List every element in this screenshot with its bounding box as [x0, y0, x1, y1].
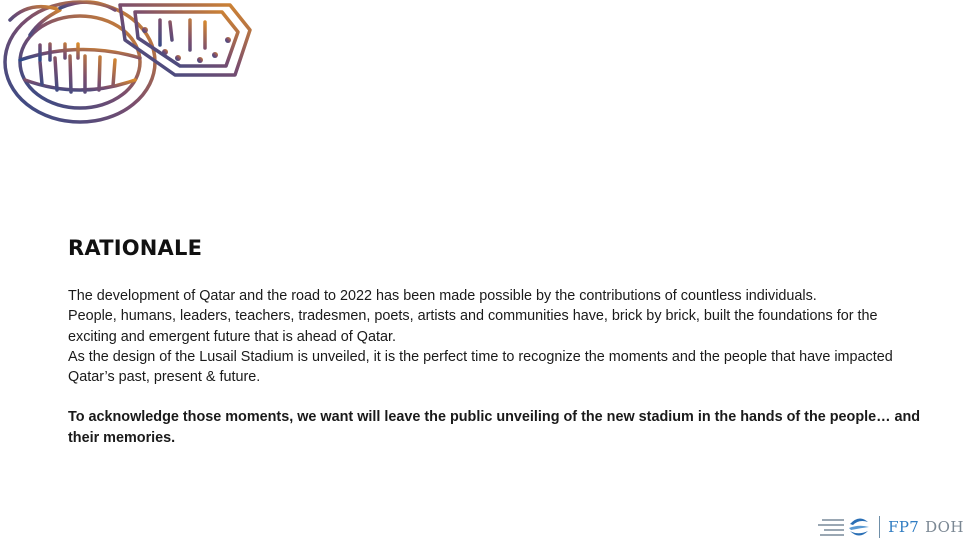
paragraph: As the design of the Lusail Stadium is unveiled, it is the perfect time to recognize the moments and the people that have impacted Qatar’s past, present & future.	[68, 348, 893, 386]
supreme-committee-logo	[818, 516, 871, 538]
fp7-logo: FP7	[888, 518, 920, 536]
sc-arabic-text-mark	[818, 517, 844, 537]
sc-swirl-icon	[847, 516, 871, 538]
paragraph: People, humans, leaders, teachers, tradesmen, poets, artists and communities have, brick by brick, built the foundations for the exciting and emergent future that is ahead of Qatar.	[68, 308, 878, 345]
logo-divider	[879, 516, 880, 538]
paragraph: The development of Qatar and the road to 2022 has been made possible by the contributions of countless individuals.	[68, 288, 817, 304]
slide-title: RATIONALE	[68, 236, 203, 260]
doh-label: DOH	[925, 518, 964, 536]
rationale-body	[68, 286, 928, 448]
stadium-ball-illustration	[0, 0, 260, 130]
footer-logos	[818, 513, 964, 541]
closing-statement: To acknowledge those moments, we want will leave the public unveiling of the new stadium in the hands of the people… and their memories.	[68, 409, 921, 446]
